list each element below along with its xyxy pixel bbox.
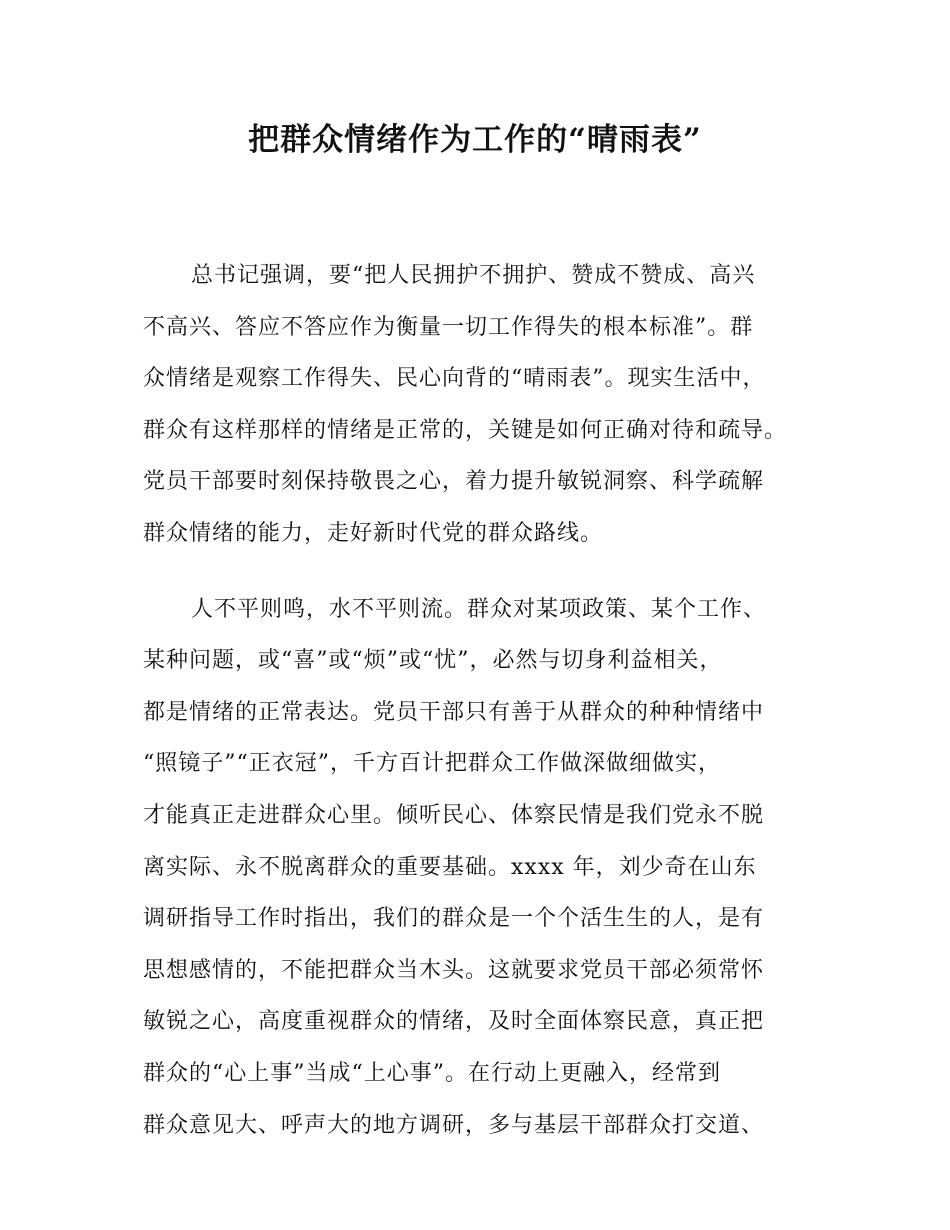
paragraph-line: 群众意见大、呼声大的地方调研，多与基层干部群众打交道、 [143, 1112, 765, 1138]
paragraph-line: 群众的“心上事”当成“上心事”。在行动上更融入，经常到 [143, 1060, 721, 1086]
paragraph-line: 某种问题，或“喜”或“烦”或“忧”，必然与切身利益相关， [143, 648, 723, 674]
paragraph-line: 离实际、永不脱离群众的重要基础。xxxx 年，刘少奇在山东 [143, 854, 757, 880]
paragraph-line: 思想感情的，不能把群众当木头。这就要求党员干部必须常怀 [143, 957, 765, 983]
paragraph-line: 不高兴、答应不答应作为衡量一切工作得失的根本标准”。群 [143, 314, 754, 340]
paragraph-line: 敏锐之心，高度重视群众的情绪，及时全面体察民意，真正把 [143, 1009, 765, 1035]
paragraph-line: 调研指导工作时指出，我们的群众是一个个活生生的人，是有 [143, 906, 765, 932]
paragraph-2 [143, 584, 833, 1152]
document-title: 把群众情绪作为工作的“晴雨表” [248, 122, 702, 158]
paragraph-line: 都是情绪的正常表达。党员干部只有善于从群众的种种情绪中 [143, 699, 765, 725]
paragraph-line: 人不平则鸣，水不平则流。群众对某项政策、某个工作、 [191, 596, 767, 622]
paragraph-1 [143, 250, 833, 560]
paragraph-line: “照镜子”“正衣冠”，千方百计把群众工作做深做细做实， [143, 751, 721, 777]
paragraph-line: 党员干部要时刻保持敬畏之心，着力提升敏锐洞察、科学疏解 [143, 469, 765, 495]
paragraph-line: 才能真正走进群众心里。倾听民心、体察民情是我们党永不脱 [143, 802, 765, 828]
paragraph-line: 总书记强调，要“把人民拥护不拥护、赞成不赞成、高兴 [191, 263, 756, 288]
paragraph-line: 群众有这样那样的情绪是正常的，关键是如何正确对待和疏导。 [143, 417, 788, 443]
paragraph-line: 群众情绪的能力，走好新时代党的群众路线。 [143, 520, 604, 546]
document-body [143, 250, 833, 1151]
paragraph-spacer [143, 560, 833, 584]
paragraph-line: 众情绪是观察工作得失、民心向背的“晴雨表”。现实生活中， [143, 366, 766, 392]
